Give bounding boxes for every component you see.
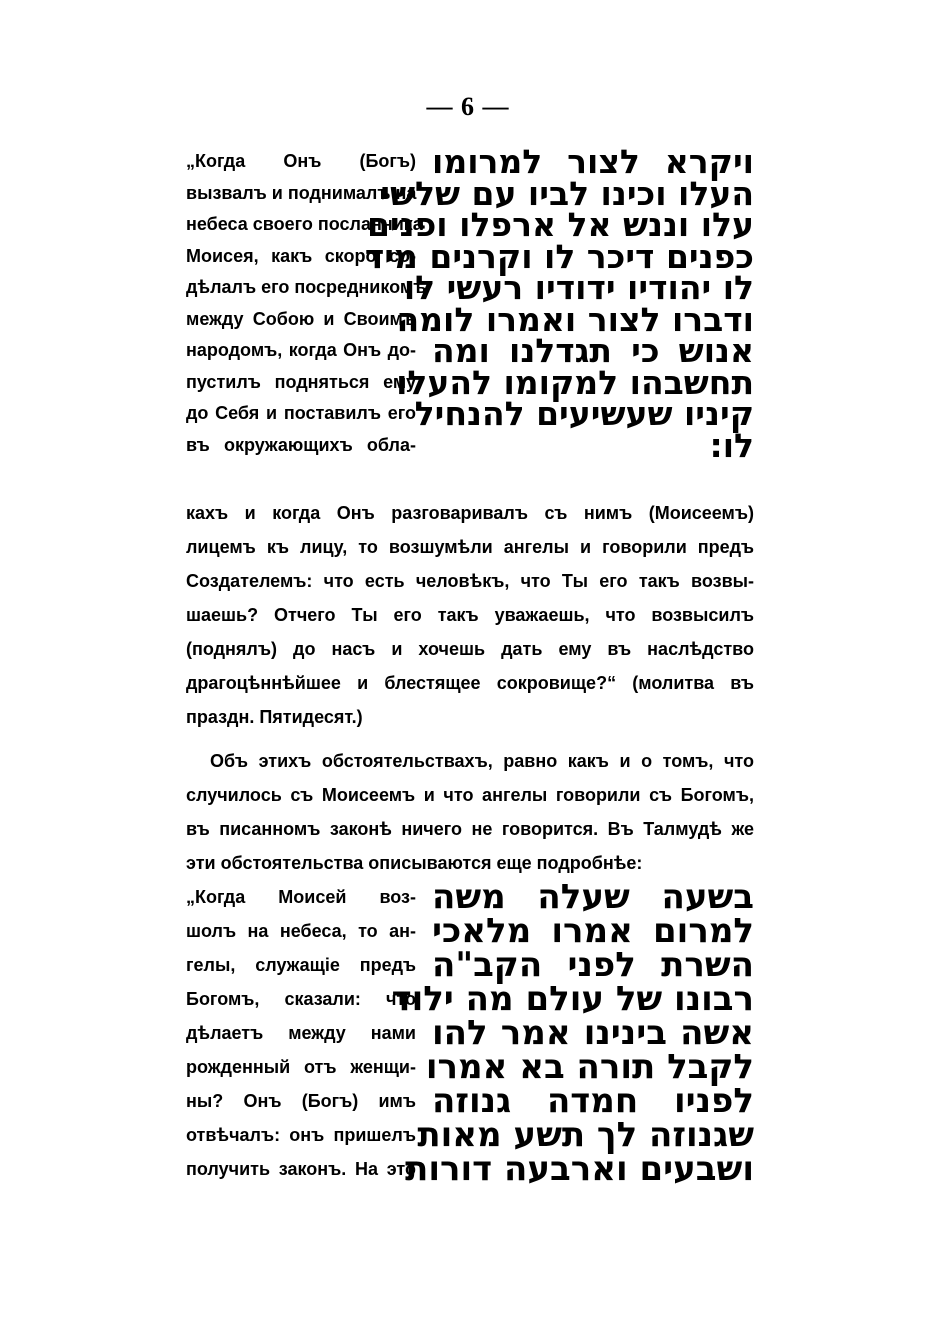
block2-hebrew-column (391, 877, 754, 1189)
hebrew-line: ויקרא לצור למרומו (432, 142, 754, 181)
block1-hebrew-column (364, 142, 754, 465)
text-line: гелы, служащіе предъ (186, 955, 416, 975)
text-line: получить законъ. На это (186, 1159, 416, 1179)
text-line: отвѣчалъ: онъ пришелъ (186, 1125, 416, 1145)
page-number: — 6 — (426, 92, 510, 121)
text-line: народомъ, когда Онъ до- (186, 340, 416, 360)
paragraph-2 (186, 744, 754, 880)
text-line: кахъ и когда Онъ разговаривалъ съ нимъ (Моисеемъ) (186, 503, 754, 523)
text-line: шолъ на небеса, то ан- (186, 921, 416, 941)
hebrew-line: לו יהודיו ידודיו רעשי לו (403, 268, 754, 307)
text-line: въ писанномъ законѣ ничего не говорится. Въ Талмудѣ же (186, 819, 754, 839)
text-line: лицемъ къ лицу, то возшумѣли ангелы и говорили предъ (186, 537, 754, 557)
text-line: Создателемъ: что есть человѣкъ, что Ты его такъ возвы- (186, 571, 754, 591)
hebrew-line: השרת לפני הקב"ה (432, 945, 754, 985)
hebrew-line: לפניו חמדה גנוזה (432, 1081, 754, 1121)
hebrew-line: רבונו של עולם מה ילוד (391, 979, 754, 1019)
hebrew-line: אשה בינינו אמר להו (432, 1013, 754, 1053)
text-line: до Себя и поставилъ его (186, 403, 416, 423)
text-line: дѣлаетъ между нами (186, 1023, 416, 1043)
text-line: Моисея, какъ скоро со- (186, 245, 416, 266)
text-line: эти обстоятельства описываются еще подробнѣе: (186, 853, 643, 873)
hebrew-line: לו: (709, 425, 754, 465)
text-line: пустилъ подняться ему (186, 371, 416, 392)
hebrew-line: למרום אמרו מלאכי (432, 911, 754, 951)
block2-russian-column (186, 880, 416, 1186)
text-line: вызвалъ и поднималъ на (186, 182, 417, 203)
hebrew-line: קיניו שעשיעים להנחיל (414, 394, 754, 433)
text-line: драгоцѣннѣйшее и блестящее сокровище?“ (молитва въ (186, 673, 754, 693)
text-line: праздн. Пятидесят.) (186, 707, 363, 727)
hebrew-line: לקבל תורה בא אמרו (425, 1047, 754, 1087)
hebrew-line: ושבעים וארבעה דורות (405, 1149, 754, 1189)
hebrew-line: עלו וננש אל ארפלו ופנים (366, 205, 754, 244)
text-line: Объ этихъ обстоятельствахъ, равно какъ и о томъ, что (210, 751, 754, 771)
hebrew-line: בשעה שעלה משה (432, 877, 754, 917)
hebrew-line: שגנוזה לך תשע מאות (417, 1115, 754, 1155)
hebrew-line: ודברו לצור ואמרו לומה (396, 299, 754, 339)
text-line: между Собою и Своимъ (186, 308, 416, 329)
text-line: (поднялъ) до насъ и хочешь дать ему въ наслѣдство (186, 639, 754, 659)
text-line: дѣлалъ его посредникомъ (186, 277, 427, 297)
hebrew-line: אנוש כי תגדלנו ומה (432, 331, 754, 370)
text-line: рожденный отъ женщи- (186, 1057, 416, 1077)
paragraph-1 (186, 496, 754, 734)
hebrew-line: העלו וכינו לביו עם שלשי (380, 173, 754, 213)
text-line: „Когда Онъ (Богъ) (186, 151, 416, 171)
text-line: въ окружающихъ обла- (186, 434, 416, 455)
text-line: ны? Онъ (Богъ) имъ (186, 1091, 416, 1111)
hebrew-line: כפנים דיכר לו וקרנים מיד (364, 236, 754, 276)
text-line: шаешь? Отчего Ты его такъ уважаешь, что возвысилъ (186, 605, 754, 625)
hebrew-line: תחשבהו למקומו להעלו (396, 362, 754, 402)
text-line: Богомъ, сказали: что (186, 989, 416, 1009)
text-line: „Когда Моисей воз- (186, 887, 416, 907)
text-line: случилось съ Моисеемъ и что ангелы говорили съ Богомъ, (186, 785, 754, 805)
text-line: небеса своего посланника (186, 214, 423, 234)
